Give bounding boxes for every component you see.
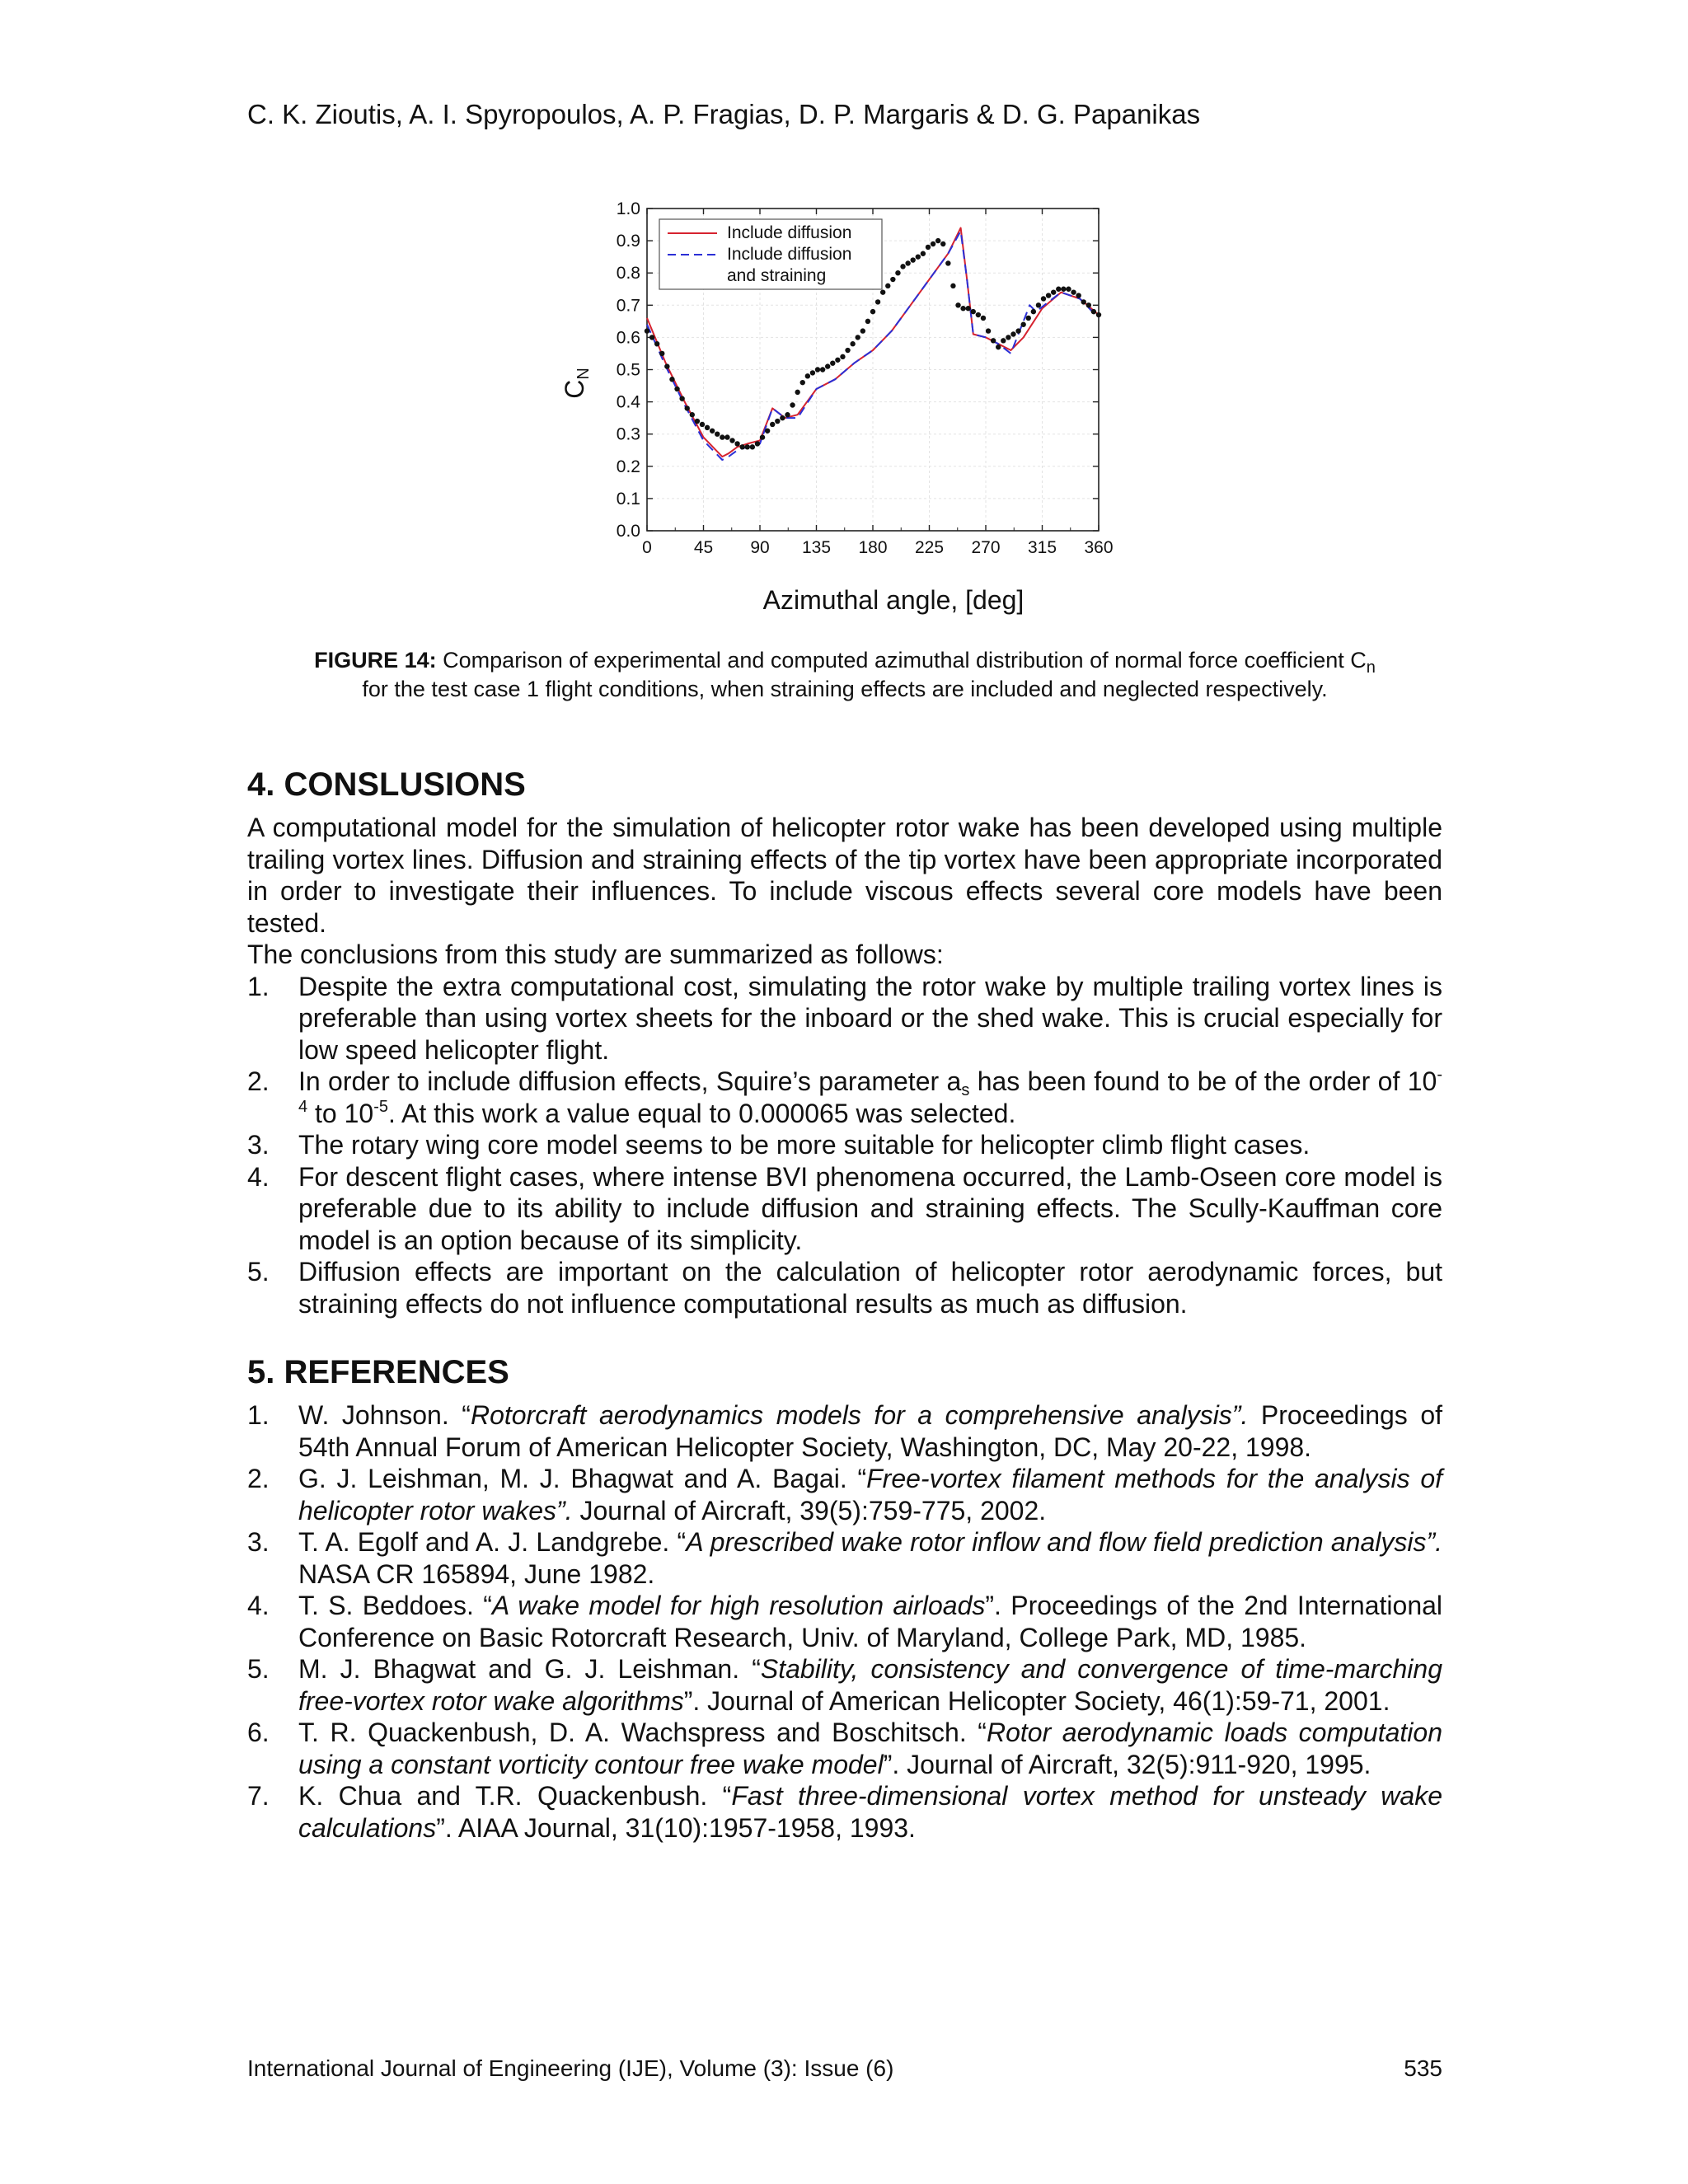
caption-text-2: for the test case 1 flight conditions, when straining effects are included and neglected respectively. [362, 677, 1328, 701]
experiment-point [1091, 309, 1096, 314]
reference-item: 2. G. J. Leishman, M. J. Bhagwat and A. Bagai. “Free-vortex filament methods for the analysis of helicopter rotor wakes”. Journal of Aircraft, 39(5):759-775, 2002. [247, 1464, 1443, 1526]
experiment-point [760, 434, 765, 439]
conclusions-paragraph: A computational model for the simulation of helicopter rotor wake has been developed using multiple trailing vortex lines. Diffusion and straining effects of the tip vortex have been appropriate incorporated in order to investigate their influences. To include viscous effects several core models have been tested. [247, 813, 1442, 938]
experiment-point [865, 319, 870, 324]
experiment-point [916, 254, 921, 259]
experiment-point [1086, 302, 1091, 307]
experiment-point [810, 370, 815, 375]
caption-text-1: Comparison of experimental and computed azimuthal distribution of normal force coefficient C [436, 648, 1367, 673]
experiment-point [715, 432, 720, 437]
experiment-point [679, 396, 684, 401]
list-item: 3. The rotary wing core model seems to be more suitable for helicopter climb flight cases. [247, 1130, 1311, 1160]
figure-14 [544, 190, 1137, 635]
experiment-point [921, 251, 926, 256]
figure-caption [247, 646, 1442, 704]
footer-journal: International Journal of Engineering (IJE), Volume (3): Issue (6) [247, 2055, 894, 2081]
references-title: 5. REFERENCES [247, 1354, 509, 1390]
experiment-point [755, 441, 760, 446]
experiment-point [1006, 335, 1010, 340]
experiment-point [905, 260, 910, 265]
experiment-point [805, 373, 810, 378]
experiment-point [1061, 287, 1066, 292]
running-header: C. K. Zioutis, A. I. Spyropoulos, A. P. Fragias, D. P. Margaris & D. G. Papanikas [247, 99, 1201, 129]
experiment-point [669, 377, 674, 382]
x-tick-label: 315 [1027, 538, 1057, 557]
legend-label-straining-2: and straining [727, 266, 827, 285]
experiment-point [734, 441, 739, 446]
experiment-point [895, 270, 900, 275]
experiment-point [931, 241, 935, 246]
y-tick-label: 0.4 [616, 392, 640, 412]
experiment-point [825, 363, 830, 368]
experiment-point [649, 335, 654, 340]
experiment-point [739, 444, 744, 449]
experiment-point [1015, 328, 1020, 333]
x-axis-label: Azimuthal angle, [deg] [762, 585, 1025, 615]
list-item: 1. Despite the extra computational cost, simulating the rotor wake by multiple trailing vortex lines is preferable than using vortex sheets for the inboard or the shed wake. This is crucial especially for low speed helicopter flight. [247, 971, 1442, 1065]
experiment-point [1056, 287, 1061, 292]
experiment-point [1001, 338, 1006, 343]
experiment-point [1081, 299, 1086, 304]
legend-label-diffusion: Include diffusion [727, 223, 852, 242]
cn-azimuth-chart [544, 190, 1137, 635]
experiment-point [785, 412, 790, 417]
y-tick-label: 0.0 [616, 522, 640, 541]
experiment-point [724, 434, 729, 439]
experiment-point [940, 241, 945, 246]
experiment-point [695, 419, 700, 424]
experiment-point [664, 363, 669, 368]
y-tick-label: 0.5 [616, 360, 640, 380]
legend-label-straining-1: Include diffusion [727, 245, 852, 264]
experiment-point [710, 429, 715, 434]
experiment-point [790, 402, 795, 407]
experiment-point [830, 360, 835, 365]
conclusions-title: 4. CONSLUSIONS [247, 766, 526, 803]
experiment-point [745, 444, 750, 449]
experiment-point [1076, 293, 1081, 298]
experiment-point [911, 257, 916, 262]
experiment-point [880, 289, 885, 294]
experiment-point [685, 405, 690, 410]
experiment-point [935, 238, 940, 243]
experiment-point [770, 422, 775, 427]
experiment-point [674, 387, 679, 391]
experiment-point [1036, 302, 1041, 307]
conclusions-intro: The conclusions from this study are summarized as follows: [247, 940, 944, 969]
experiment-point [1051, 289, 1056, 294]
y-tick-label: 1.0 [616, 199, 640, 218]
experiment-point [654, 341, 659, 346]
x-tick-label: 0 [642, 538, 652, 557]
experiment-point [720, 434, 724, 439]
experiment-point [750, 444, 755, 449]
y-tick-label: 0.7 [616, 296, 640, 316]
experiment-point [950, 284, 955, 288]
experiment-point [850, 341, 855, 346]
experiment-point [1041, 296, 1046, 301]
reference-item: 6. T. R. Quackenbush, D. A. Wachspress and Boschitsch. “Rotor aerodynamic loads computation using a constant vorticity contour free wake model”. Journal of Aircraft, 32(5):911-920, 1995. [247, 1718, 1443, 1779]
experiment-point [870, 309, 875, 314]
experiment-point [780, 415, 785, 420]
experiment-point [840, 354, 845, 359]
experiment-point [775, 419, 780, 424]
experiment-point [1020, 322, 1025, 327]
experiment-point [1071, 289, 1076, 294]
x-tick-label: 180 [858, 538, 888, 557]
experiment-point [1026, 316, 1031, 321]
reference-item: 5. M. J. Bhagwat and G. J. Leishman. “Stability, consistency and convergence of time-marching free-vortex rotor wake algorithms”. Journal of American Helicopter Society, 46(1):59-71, 2001. [247, 1654, 1443, 1716]
experiment-point [900, 264, 905, 269]
list-item: 2. In order to include diffusion effects, Squire’s parameter $a_s$ has been found to be of the order of $10^{-4}$ to $10^{-5}$. At this work a value equal to 0.000065 was selected. [247, 1066, 1443, 1128]
y-tick-label: 0.9 [616, 232, 640, 251]
experiment-point [835, 358, 840, 363]
references-section [247, 1354, 1442, 1844]
experiment-point [705, 425, 710, 430]
y-tick-label: 0.6 [616, 328, 640, 348]
experiment-point [1096, 312, 1101, 317]
y-tick-label: 0.2 [616, 457, 640, 476]
references-list [247, 1399, 1442, 1844]
experiment-point [945, 260, 950, 265]
y-axis-label: CN [560, 368, 593, 399]
experiment-point [976, 312, 981, 317]
experiment-point [1010, 331, 1015, 336]
list-item: 4. For descent flight cases, where intense BVI phenomena occurred, the Lamb-Oseen core model is preferable due to its ability to include diffusion and straining effects. The Scully-Kauffman core model is an option because of its simplicity. [247, 1161, 1442, 1255]
experiment-point [996, 344, 1001, 349]
y-tick-label: 0.3 [616, 424, 640, 444]
conclusions-section [247, 766, 1442, 1319]
experiment-point [1066, 287, 1071, 292]
experiment-point [659, 351, 664, 356]
experiment-point [986, 328, 991, 333]
x-tick-label: 360 [1084, 538, 1114, 557]
experiment-point [856, 335, 860, 340]
chart-legend [659, 219, 882, 289]
x-tick-label: 90 [750, 538, 770, 557]
experiment-point [890, 277, 895, 282]
experiment-point [845, 348, 850, 353]
experiment-point [690, 412, 695, 417]
experiment-point [926, 245, 931, 250]
reference-item: 7. K. Chua and T.R. Quackenbush. “Fast three-dimensional vortex method for unsteady wake calculations”. AIAA Journal, 31(10):1957-1958, 1993. [247, 1781, 1443, 1843]
experiment-point [645, 328, 649, 333]
conclusions-list [247, 971, 1442, 1320]
experiment-point [981, 316, 986, 321]
list-item: 5. Diffusion effects are important on the calculation of helicopter rotor aerodynamic forces, but straining effects do not influence computational results as much as diffusion. [247, 1257, 1442, 1319]
experiment-point [700, 422, 705, 427]
experiment-point [955, 302, 960, 307]
x-tick-label: 270 [971, 538, 1001, 557]
reference-item: 1. W. Johnson. “Rotorcraft aerodynamics models for a comprehensive analysis”. Proceedings of 54th Annual Forum of American Helicopter Society, Washington, DC, May 20-22, 1998. [247, 1400, 1443, 1462]
experiment-point [875, 299, 880, 304]
reference-item: 4. T. S. Beddoes. “A wake model for high resolution airloads”. Proceedings of the 2nd International Conference on Basic Rotorcraft Research, Univ. of Maryland, College Park, MD, 1985. [247, 1591, 1443, 1652]
reference-item: 3. T. A. Egolf and A. J. Landgrebe. “A prescribed wake rotor inflow and flow field prediction analysis”. NASA CR 165894, June 1982. [247, 1527, 1443, 1589]
experiment-point [971, 309, 976, 314]
y-tick-label: 0.1 [616, 489, 640, 509]
experiment-point [815, 367, 820, 372]
experiment-point [765, 429, 770, 434]
experiment-point [820, 367, 825, 372]
experiment-point [885, 284, 890, 288]
experiment-point [1046, 293, 1051, 298]
figure-label: FIGURE 14: [314, 648, 437, 673]
experiment-point [991, 338, 996, 343]
experiment-point [729, 438, 734, 443]
experiment-point [960, 306, 965, 311]
experiment-point [1031, 309, 1036, 314]
experiment-point [860, 328, 865, 333]
page-number: 535 [1404, 2055, 1442, 2081]
y-tick-label: 0.8 [616, 264, 640, 284]
experiment-point [800, 380, 805, 385]
caption-sub: n [1366, 658, 1376, 677]
x-tick-label: 45 [693, 538, 714, 557]
x-tick-label: 225 [914, 538, 945, 557]
x-tick-label: 135 [801, 538, 832, 557]
experiment-point [795, 390, 799, 395]
experiment-point [965, 306, 970, 311]
